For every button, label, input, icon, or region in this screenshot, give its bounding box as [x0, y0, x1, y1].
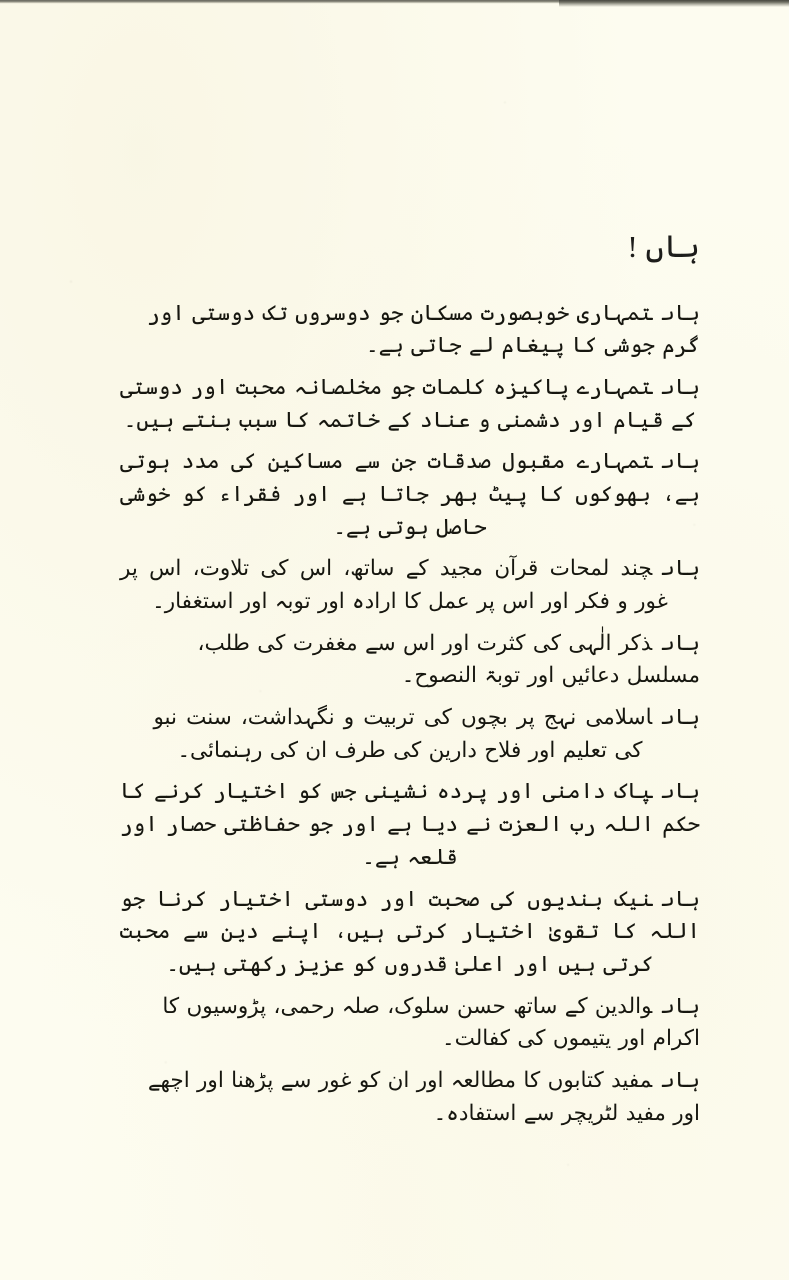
body-paragraph	[120, 297, 700, 362]
paragraph-text: تمہارے پاکیزہ کلمات جو مخلصانہ محبت اور دوستی کے قیام اور دشمنی و عناد کے خاتمہ کا سبب بنتے ہیں۔	[120, 375, 697, 432]
paragraph-lead-word: ہاں	[662, 449, 700, 474]
body-paragraph	[120, 701, 700, 766]
paragraph-lead-word: ہاں	[662, 705, 700, 730]
paragraph-text: اسلامی نہج پر بچوں کی تربیت و نگہداشت، سنت نبویؐ کی تعلیم اور فلاح دارین کی طرف ان کی رہنمائی۔	[120, 705, 653, 762]
paragraph-text: پاک دامنی اور پردہ نشینی جس کو اختیار کرنے کا حکم اللہ رب العزت نے دیا ہے اور جو حفاظتی حصار اور قلعہ ہے۔	[120, 779, 700, 869]
body-paragraph	[120, 627, 700, 692]
paragraph-text: والدین کے ساتھ حسن سلوک، صلہ رحمی، پڑوسیوں کا اکرام اور یتیموں کی کفالت۔	[162, 993, 700, 1051]
paragraph-text: تمہارے مقبول صدقات جن سے مساکین کی مدد ہوتی ہے، بھوکوں کا پیٹ بھر جاتا ہے اور فقراء کو خوشی حاصل ہوتی ہے۔	[120, 449, 700, 539]
body-paragraph	[120, 552, 700, 617]
body-paragraph	[120, 883, 700, 981]
body-paragraph	[120, 990, 700, 1055]
paragraph-lead-word: ہاں	[662, 375, 700, 400]
paragraph-lead-word: ہاں	[662, 300, 700, 325]
paragraph-lead-word: ہاں	[662, 1067, 700, 1092]
paragraph-text: مفید کتابوں کا مطالعہ اور ان کو غور سے پڑھنا اور اچھے اور مفید لٹریچر سے استفادہ۔	[147, 1067, 700, 1125]
body-paragraph	[120, 775, 700, 873]
paragraph-lead-word: ہاں	[662, 993, 700, 1018]
body-paragraph	[120, 371, 700, 436]
body-paragraph	[120, 445, 700, 543]
paragraph-lead-word: ہاں	[662, 779, 700, 804]
paragraph-text: نیک بندیوں کی صحبت اور دوستی اختیار کرنا جو اللہ کا تقویٰ اختیار کرتی ہیں، اپنے دین سے محبت کرتی ہیں اور اعلیٰ قدروں کو عزیز رکھتی ہیں۔	[120, 886, 700, 976]
paragraph-text: چند لمحات قرآن مجید کے ساتھ، اس کی تلاوت، اس پر غور و فکر اور اس پر عمل کا ارادہ اور توبہ اور استغفار۔	[120, 556, 668, 614]
paragraph-lead-word: ہاں	[662, 556, 700, 581]
paragraph-lead-word: ہاں	[662, 630, 700, 655]
paragraph-list	[120, 297, 700, 1129]
page-title: ہاں !	[627, 229, 700, 264]
paragraph-lead-word: ہاں	[662, 886, 700, 911]
body-paragraph	[120, 1064, 700, 1129]
paragraph-text: تمہاری خوبصورت مسکان جو دوسروں تک دوستی اور گرم جوشی کا پیغام لے جاتی ہے۔	[147, 300, 700, 358]
paragraph-text: ذکر الٰہی کی کثرت اور اس سے مغفرت کی طلب، مسلسل دعائیں اور توبۃ النصوح۔	[197, 630, 700, 688]
